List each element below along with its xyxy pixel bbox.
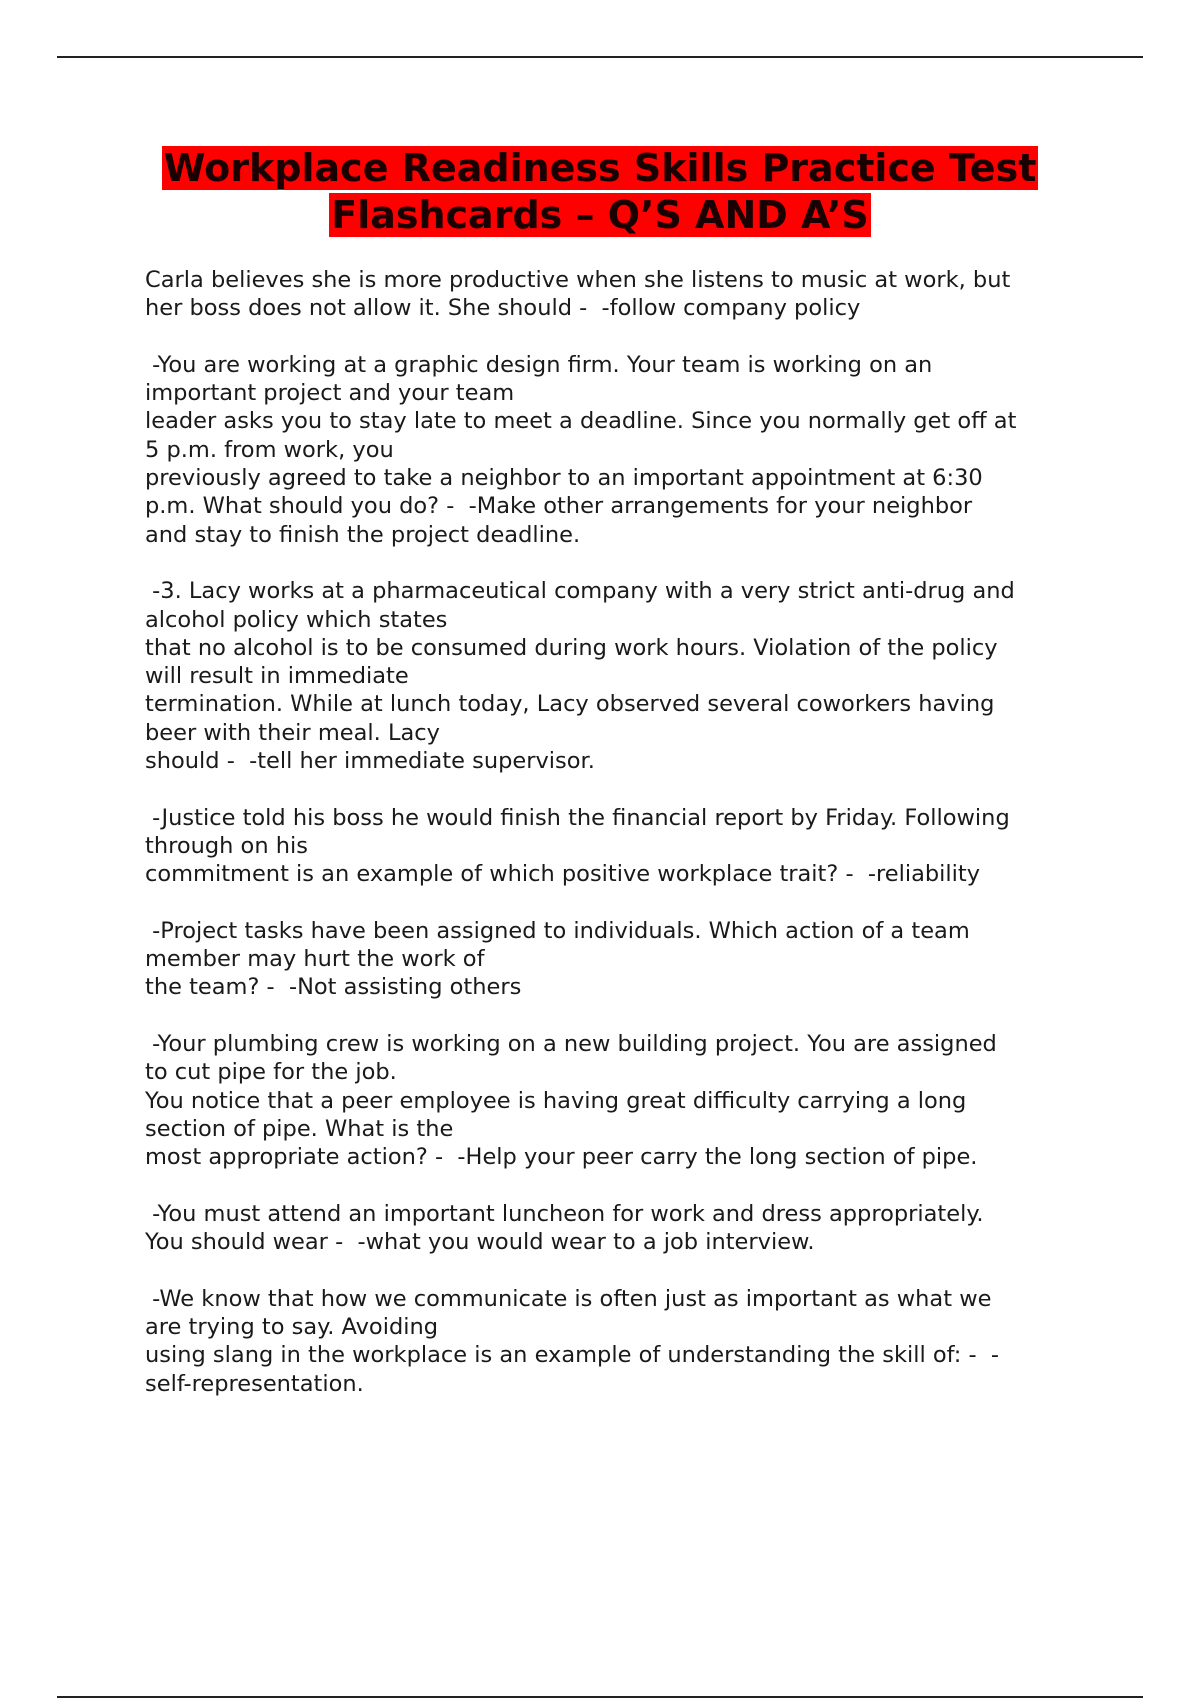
flashcard-text-line: -You are working at a graphic design firm. Your team is working on an	[145, 351, 933, 378]
flashcard-entry	[145, 577, 1090, 775]
flashcard-entry	[145, 351, 1090, 549]
flashcard-text-line: and stay to finish the project deadline.	[145, 521, 581, 548]
flashcard-text-line: commitment is an example of which positive workplace trait? - -reliability	[145, 861, 981, 888]
flashcard-text-line: that no alcohol is to be consumed during work hours. Violation of the policy	[145, 634, 998, 661]
flashcard-entry	[145, 266, 1090, 323]
flashcard-text-line: Carla believes she is more productive when she listens to music at work, but	[145, 267, 1011, 293]
flashcard-text-line: are trying to say. Avoiding	[145, 1313, 439, 1340]
flashcard-text-line: member may hurt the work of	[145, 946, 485, 973]
flashcard-text-line: self-representation.	[145, 1370, 364, 1397]
flashcard-text-line: You should wear - -what you would wear to a job interview.	[145, 1229, 815, 1256]
flashcard-text-line: leader asks you to stay late to meet a deadline. Since you normally get off at	[145, 408, 1017, 435]
flashcard-text-line: her boss does not allow it. She should - -follow company policy	[145, 295, 861, 322]
document-title	[57, 145, 1143, 239]
flashcard-text-line: -3. Lacy works at a pharmaceutical company with a very strict anti-drug and	[145, 578, 1015, 605]
flashcard-text-line: will result in immediate	[145, 663, 409, 690]
flashcard-text-line: -Justice told his boss he would finish the financial report by Friday. Following	[145, 804, 1010, 831]
flashcard-text-line: -We know that how we communicate is often just as important as what we	[145, 1285, 992, 1312]
title-line-1: Workplace Readiness Skills Practice Test	[163, 146, 1037, 190]
flashcard-entry	[145, 1285, 1090, 1398]
flashcard-text-line: important project and your team	[145, 380, 515, 407]
flashcard-text-line: You notice that a peer employee is having great difficulty carrying a long	[145, 1087, 967, 1114]
flashcard-text-line: beer with their meal. Lacy	[145, 719, 440, 746]
flashcard-text-line: -Project tasks have been assigned to individuals. Which action of a team	[145, 917, 970, 944]
flashcard-text-line: 5 p.m. from work, you	[145, 436, 394, 463]
flashcard-entry	[145, 804, 1090, 889]
flashcard-text-line: to cut pipe for the job.	[145, 1059, 397, 1086]
footer-rule	[57, 1696, 1143, 1698]
flashcard-text-line: previously agreed to take a neighbor to an important appointment at 6:30	[145, 465, 983, 492]
flashcard-text-line: section of pipe. What is the	[145, 1115, 454, 1142]
flashcard-text-line: through on his	[145, 832, 308, 859]
flashcard-text-line: the team? - -Not assisting others	[145, 974, 522, 1001]
title-line-2: Flashcards – Q’S AND A’S	[331, 193, 869, 237]
flashcard-text-line: -You must attend an important luncheon for work and dress appropriately.	[145, 1200, 984, 1227]
flashcard-text-line: most appropriate action? - -Help your peer carry the long section of pipe.	[145, 1144, 978, 1171]
flashcard-text-line: using slang in the workplace is an example of understanding the skill of: - -	[145, 1342, 1000, 1369]
flashcard-text-line: -Your plumbing crew is working on a new building project. You are assigned	[145, 1031, 997, 1058]
flashcard-text-line: termination. While at lunch today, Lacy observed several coworkers having	[145, 691, 995, 718]
flashcard-entry	[145, 1200, 1090, 1257]
flashcard-text-line: p.m. What should you do? - -Make other arrangements for your neighbor	[145, 493, 973, 520]
flashcard-entry	[145, 917, 1090, 1002]
flashcard-list	[145, 266, 1090, 1426]
flashcard-entry	[145, 1030, 1090, 1171]
header-rule	[57, 56, 1143, 58]
flashcard-text-line: should - -tell her immediate supervisor.	[145, 748, 595, 775]
flashcard-text-line: alcohol policy which states	[145, 606, 448, 633]
